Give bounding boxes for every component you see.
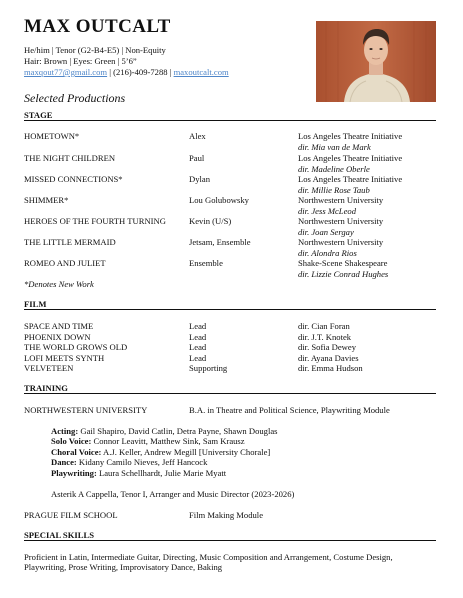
training-detail <box>51 447 270 457</box>
training-detail-label: Playwriting: <box>51 468 97 478</box>
production-venue: Northwestern University <box>298 195 384 205</box>
production-director: dir. Madeline Oberle <box>298 164 370 174</box>
production-role: Lou Golubowsky <box>189 195 249 205</box>
film-role: Lead <box>189 332 207 342</box>
film-role: Lead <box>189 353 207 363</box>
vocal-info: He/him | Tenor (G2-B4-E5) | Non-Equity <box>24 45 166 55</box>
school-name: PRAGUE FILM SCHOOL <box>24 510 118 520</box>
training-detail-text: Connor Leavitt, Matthew Sink, Sam Krausz <box>91 436 245 446</box>
production-role: Ensemble <box>189 258 223 268</box>
production-director: dir. Alondra Rios <box>298 248 357 258</box>
school-name: NORTHWESTERN UNIVERSITY <box>24 405 148 415</box>
degree-text: B.A. in Theatre and Political Science, Playwriting Module <box>189 405 390 415</box>
training-detail <box>51 457 207 467</box>
production-venue: Los Angeles Theatre Initiative <box>298 153 403 163</box>
film-title: THE WORLD GROWS OLD <box>24 342 128 352</box>
production-title: SHIMMER* <box>24 195 69 205</box>
production-title: MISSED CONNECTIONS* <box>24 174 123 184</box>
film-director: dir. Cian Foran <box>298 321 350 331</box>
production-venue: Northwestern University <box>298 237 384 247</box>
production-venue: Los Angeles Theatre Initiative <box>298 131 403 141</box>
film-director: dir. J.T. Knotek <box>298 332 352 342</box>
production-role: Alex <box>189 131 206 141</box>
production-title: THE LITTLE MERMAID <box>24 237 116 247</box>
film-role: Lead <box>189 342 207 352</box>
training-detail-label: Choral Voice: <box>51 447 102 457</box>
production-role: Dylan <box>189 174 211 184</box>
film-section-heading: FILM <box>24 299 436 310</box>
training-detail <box>51 426 278 436</box>
training-detail-label: Acting: <box>51 426 79 436</box>
production-role: Kevin (U/S) <box>189 216 232 226</box>
degree-text: Film Making Module <box>189 510 264 520</box>
training-detail-label: Solo Voice: <box>51 436 92 446</box>
production-title: ROMEO AND JULIET <box>24 258 106 268</box>
production-title: THE NIGHT CHILDREN <box>24 153 116 163</box>
a-cappella-text: Asterik A Cappella, Tenor I, Arranger and Music Director (2023-2026) <box>51 489 295 499</box>
training-detail <box>51 436 245 446</box>
training-detail <box>51 468 226 478</box>
email-link[interactable]: maxqout77@gmail.com <box>24 67 108 77</box>
production-role: Paul <box>189 153 205 163</box>
phone-text: | (216)-409-7288 | <box>107 67 174 77</box>
training-detail-text: Kidany Camilo Nieves, Jeff Hancock <box>76 457 208 467</box>
film-title: SPACE AND TIME <box>24 321 94 331</box>
production-title: HEROES OF THE FOURTH TURNING <box>24 216 166 226</box>
production-director: dir. Lizzie Conrad Hughes <box>298 269 389 279</box>
productions-heading: Selected Productions <box>24 91 126 105</box>
production-director: dir. Joan Sergay <box>298 227 354 237</box>
training-detail-text: Gail Shapiro, David Catlin, Detra Payne, Shawn Douglas <box>78 426 278 436</box>
film-director: dir. Ayana Davies <box>298 353 359 363</box>
film-title: PHOENIX DOWN <box>24 332 91 342</box>
skills-text: Proficient in Latin, Intermediate Guitar, Directing, Music Composition and Arrangement, Costume Design, Playwriting, Prose Writing, Improvisatory Dance, Baking <box>24 552 393 573</box>
film-role: Lead <box>189 321 207 331</box>
headshot-image <box>316 21 436 102</box>
headshot-photo <box>316 21 436 102</box>
production-venue: Northwestern University <box>298 216 384 226</box>
production-venue: Shake-Scene Shakespeare <box>298 258 388 268</box>
appearance-info: Hair: Brown | Eyes: Green | 5’6” <box>24 56 137 66</box>
film-director: dir. Emma Hudson <box>298 363 363 373</box>
resume-name: MAX OUTCALT <box>24 16 171 37</box>
training-section-heading: TRAINING <box>24 383 436 394</box>
training-detail-text: Laura Schellhardt, Julie Marie Myatt <box>96 468 227 478</box>
film-director: dir. Sofia Dewey <box>298 342 356 352</box>
film-role: Supporting <box>189 363 228 373</box>
skills-section-heading: SPECIAL SKILLS <box>24 530 436 541</box>
contact-line <box>24 67 229 77</box>
production-director: dir. Jess McLeod <box>298 206 356 216</box>
film-title: LOFI MEETS SYNTH <box>24 353 105 363</box>
production-title: HOMETOWN* <box>24 131 80 141</box>
production-director: dir. Mia van de Mark <box>298 142 371 152</box>
training-detail-label: Dance: <box>51 457 77 467</box>
production-venue: Los Angeles Theatre Initiative <box>298 174 403 184</box>
production-director: dir. Millie Rose Taub <box>298 185 370 195</box>
film-title: VELVETEEN <box>24 363 74 373</box>
training-detail-text: A.J. Keller, Andrew Megill [University Chorale] <box>101 447 271 457</box>
website-link[interactable]: maxoutcalt.com <box>173 67 229 77</box>
stage-section-heading: STAGE <box>24 110 436 121</box>
new-work-note: *Denotes New Work <box>24 279 94 289</box>
production-role: Jetsam, Ensemble <box>189 237 251 247</box>
